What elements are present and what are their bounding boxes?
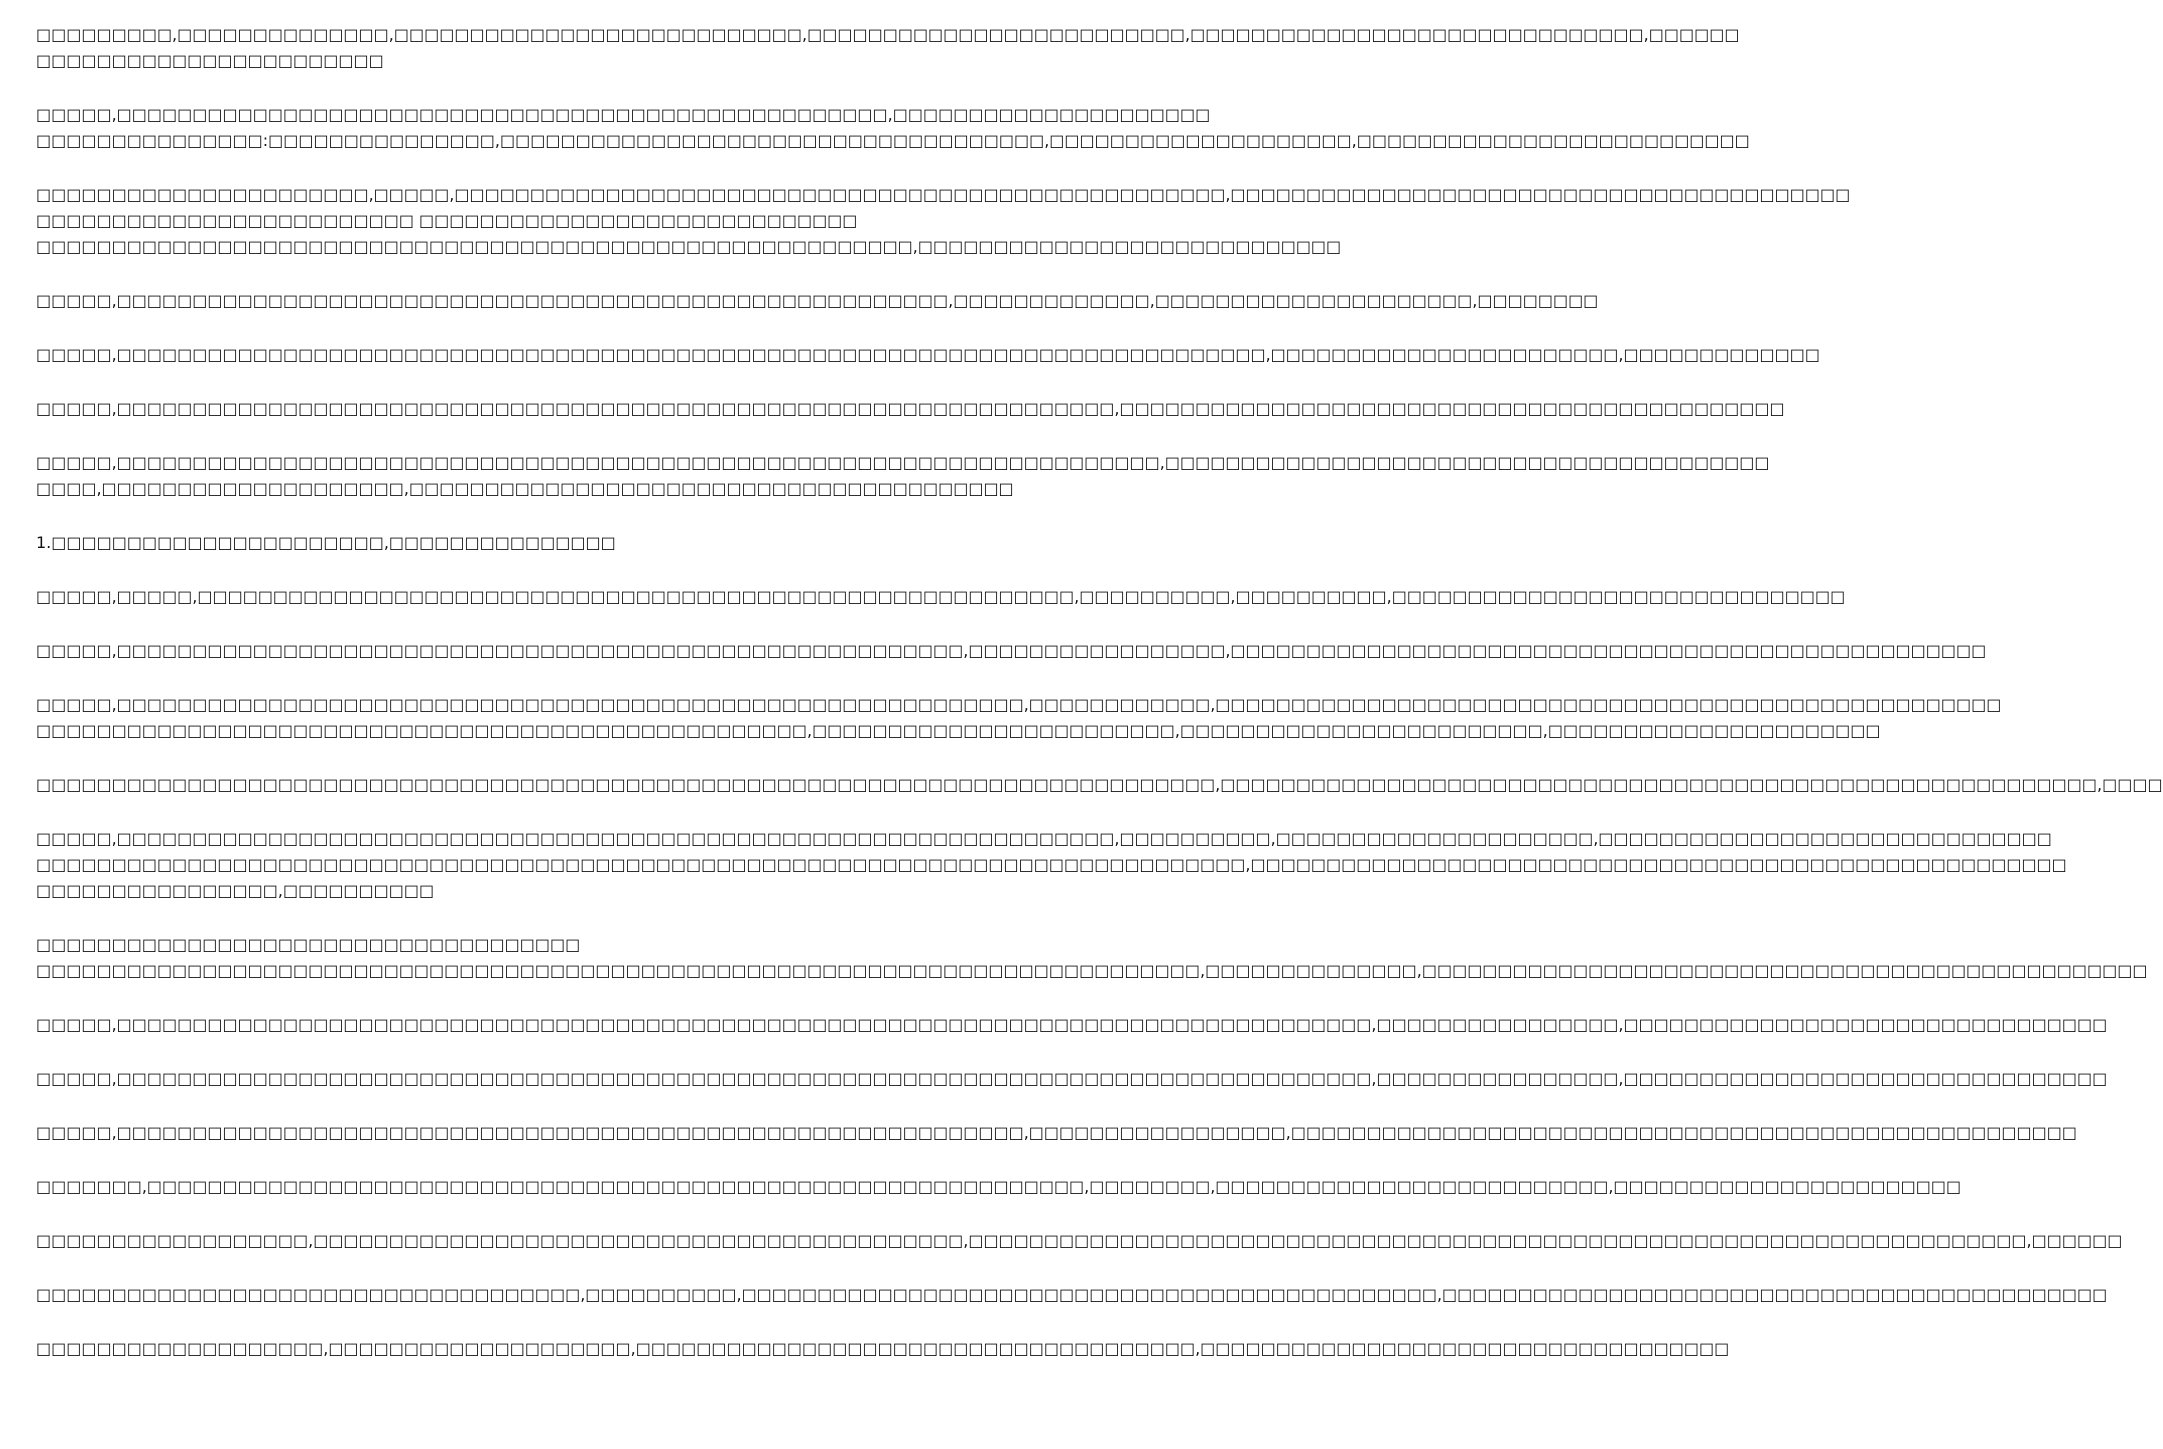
text-line: □□□□□□□□□□□□□□□□,□□□□□□□□□□ (36, 881, 435, 900)
text-line: □□□□□,□□□□□□□□□□□□□□□□□□□□□□□□□□□□□□□□□□□□□□□□□□□□□□□□□□□□□□□□□□□□□□□□□□□□□□□□□□□□□□□□□□□,□□□□□□□□□□□□□□□□,□□□□□□□□□□□□□□□□□□□□□□□□□□□□□□□□ (36, 1015, 2108, 1034)
paragraph (36, 1066, 2108, 1092)
text-line: □□□□,□□□□□□□□□□□□□□□□□□□□,□□□□□□□□□□□□□□□□□□□□□□□□□□□□□□□□□□□□□□□□ (36, 479, 1014, 498)
text-line: □□□□□□□□□□□□□□□□□□□□□□□□□□□□□□□□□□□□□□□□□□□□□□□□□□□□□□□□□□,□□□□□□□□□□□□□□□□□□□□□□□□□□□□ (36, 237, 1342, 256)
text-line: □□□□□□□□□□□□□□□□□□□,□□□□□□□□□□□□□□□□□□□□,□□□□□□□□□□□□□□□□□□□□□□□□□□□□□□□□□□□□□,□□□□□□□□□□□□□□□□□□□□□□□□□□□□□□□□□□□ (36, 1339, 1730, 1358)
text-line: □□□□□□□□□□□□□□□□□□□□□□□ (36, 51, 384, 70)
text-line: □□□□□□□□□,□□□□□□□□□□□□□□,□□□□□□□□□□□□□□□□□□□□□□□□□□□,□□□□□□□□□□□□□□□□□□□□□□□□□,□□□□□□□□□□□□□□□□□□□□□□□□□□□□□□,□□□□□□ (36, 25, 1740, 44)
paragraph (36, 288, 1599, 314)
paragraph (36, 772, 2163, 798)
document-body (36, 22, 2163, 1362)
paragraph (36, 530, 988, 556)
paragraph (36, 450, 1770, 502)
text-line: □□□□□□□□□□□□□□□□□□□□□□□□□□□□□□□□□□□□□□□□□□□□□□□□□□□,□□□□□□□□□□□□□□□□□□□□□□□□,□□□□□□□□□□□□□□□□□□□□□□□□,□□□□□□□□□□□□□□□□□□□□□□ (36, 721, 1881, 740)
text-line: □□□□□□□□□□□□□□□□□□□□□□□□□□□□□□□□□□□□□□□□□□□□□□□□□□□□□□□□□□□□□□□□□□□□□□□□□□□□□□,□□□□□□□□□□□□□□□□□□□□□□□□□□□□□□□□□□□□□□□□□□□□□□□□□□□□□□□□□□,□□□□ (36, 775, 2163, 794)
text-line: □□□□□□□□□□□□□□□□□□,□□□□□□□□□□□□□□□□□□□□□□□□□□□□□□□□□□□□□□□□□□□,□□□□□□□□□□□□□□□□□□□□□□□□□□□□□□□□□□□□□□□□□□□□□□□□□□□□□□□□□□□□□□□□□□□□□□,□□□□□□ (36, 1231, 2123, 1250)
text-line: □□□□□,□□□□□□□□□□□□□□□□□□□□□□□□□□□□□□□□□□□□□□□□□□□□□□□□□□□□□□□□□□□□□□□□□□,□□□□□□□□□□,□□□□□□□□□□□□□□□□□□□□□,□□□□□□□□□□□□□□□□□□□□□□□□□□□□□□ (36, 829, 2052, 848)
text-line: □□□□□,□□□□□□□□□□□□□□□□□□□□□□□□□□□□□□□□□□□□□□□□□□□□□□□□□□□□□□□□□□□□□□□□□□□□□,□□□□□□□□□□□□□□□□□□□□□□□□□□□□□□□□□□□□□□□□ (36, 453, 1770, 472)
text-line: □□□□□,□□□□□□□□□□□□□□□□□□□□□□□□□□□□□□□□□□□□□□□□□□□□□□□□□□□□□□□□□□□□□□□□□□□□□□□□□□□□,□□□□□□□□□□□□□□□□□□□□□□□,□□□□□□□□□□□□□ (36, 345, 1820, 364)
text-line: □□□□□□□□□□□□□□□:□□□□□□□□□□□□□□□,□□□□□□□□□□□□□□□□□□□□□□□□□□□□□□□□□□□□,□□□□□□□□□□□□□□□□□□□□,□□□□□□□□□□□□□□□□□□□□□□□□□□ (36, 131, 1750, 150)
text-line: □□□□□□□□□□□□□□□□□□□□□□□□□□□□□□□□□□□□□□□□□□□□□□□□□□□□□□□□□□□□□□□□□□□□□□□□□□□□□□□□,□□□□□□□□□□□□□□□□□□□□□□□□□□□□□□□□□□□□□□□□□□□□□□□□□□□□□□ (36, 855, 2067, 874)
paragraph (36, 396, 1785, 422)
text-line: □□□□□□□□□□□□□□□□□□□□□□□□□□□□□□□□□□□□,□□□□□□□□□□,□□□□□□□□□□□□□□□□□□□□□□□□□□□□□□□□□□□□□□□□□□□□□□,□□□□□□□□□□□□□□□□□□□□□□□□□□□□□□□□□□□□□□□□□□□□ (36, 1285, 2108, 1304)
paragraph (36, 1012, 2108, 1038)
text-line: □□□□□,□□□□□,□□□□□□□□□□□□□□□□□□□□□□□□□□□□□□□□□□□□□□□□□□□□□□□□□□□□□□□□□□,□□□□□□□□□□,□□□□□□□□□□,□□□□□□□□□□□□□□□□□□□□□□□□□□□□□□ (36, 587, 1846, 606)
paragraph (36, 638, 1987, 664)
text-line: □□□□□,□□□□□□□□□□□□□□□□□□□□□□□□□□□□□□□□□□□□□□□□□□□□□□□□□□□□□□□□□□□□,□□□□□□□□□□□□,□□□□□□□□□□□□□□□□□□□□□□□□□□□□□□□□□□□□□□□□□□□□□□□□□□□□ (36, 695, 2002, 714)
text-line: □□□□□,□□□□□□□□□□□□□□□□□□□□□□□□□□□□□□□□□□□□□□□□□□□□□□□□□□□□□□□□□□□□□□□□□□,□□□□□□□□□□□□□□□□□□□□□□□□□□□□□□□□□□□□□□□□□□□□ (36, 399, 1785, 418)
paragraph (36, 932, 2148, 984)
text-line: □□□□□□□□□□□□□□□□□□□□□□□□□□□□□□□□□□□□□□□□□□□□□□□□□□□□□□□□□□□□□□□□□□□□□□□□□□□□□,□□□□□□□□□□□□□□,□□□□□□□□□□□□□□□□□□□□□□□□□□□□□□□□□□□□□□□□□□□□□□□□ (36, 961, 2148, 980)
paragraph (36, 826, 2067, 904)
text-line: □□□□□□□□□□□□□□□□□□□□□□,□□□□□,□□□□□□□□□□□□□□□□□□□□□□□□□□□□□□□□□□□□□□□□□□□□□□□□□□□,□□□□□□□□□□□□□□□□□□□□□□□□□□□□□□□□□□□□□□□□□ (36, 185, 1851, 204)
paragraph (36, 1228, 2123, 1254)
paragraph (36, 584, 1846, 610)
text-line: □□□□□,□□□□□□□□□□□□□□□□□□□□□□□□□□□□□□□□□□□□□□□□□□□□□□□□□□□,□□□□□□□□□□□□□□□□□□□□□ (36, 105, 1211, 124)
paragraph (36, 102, 1750, 154)
text-line: □□□□□□□□□□□□□□□□□□□□□□□□□□□□□□□□□□□□ (36, 935, 581, 954)
text-line: □□□□□□□,□□□□□□□□□□□□□□□□□□□□□□□□□□□□□□□□□□□□□□□□□□□□□□□□□□□□□□□□□□□□□□,□□□□□□□□,□□□□□□□□□□□□□□□□□□□□□□□□□□,□□□□□□□□□□□□□□□□□□□□□□□ (36, 1177, 1962, 1196)
paragraph (36, 182, 1851, 260)
paragraph (36, 22, 1740, 74)
text-line: □□□□□□□□□□□□□□□□□□□□□□□□□ □□□□□□□□□□□□□□□□□□□□□□□□□□□□□ (36, 211, 858, 230)
paragraph (36, 1120, 2077, 1146)
text-line: □□□□□,□□□□□□□□□□□□□□□□□□□□□□□□□□□□□□□□□□□□□□□□□□□□□□□□□□□□□□□,□□□□□□□□□□□□□,□□□□□□□□□□□□□□□□□□□□□,□□□□□□□□ (36, 291, 1599, 310)
text-line: □□□□□,□□□□□□□□□□□□□□□□□□□□□□□□□□□□□□□□□□□□□□□□□□□□□□□□□□□□□□□□,□□□□□□□□□□□□□□□□□,□□□□□□□□□□□□□□□□□□□□□□□□□□□□□□□□□□□□□□□□□□□□□□□□□□ (36, 641, 1987, 660)
paragraph (36, 342, 1820, 368)
text-line: □□□□□,□□□□□□□□□□□□□□□□□□□□□□□□□□□□□□□□□□□□□□□□□□□□□□□□□□□□□□□□□□□□□□□□□□□□□□□□□□□□□□□□□□□,□□□□□□□□□□□□□□□□,□□□□□□□□□□□□□□□□□□□□□□□□□□□□□□□□ (36, 1069, 2108, 1088)
text-line: 1.□□□□□□□□□□□□□□□□□□□□□□,□□□□□□□□□□□□□□□ (36, 533, 616, 552)
paragraph (36, 1336, 1730, 1362)
paragraph (36, 692, 2002, 744)
paragraph (36, 1174, 1962, 1200)
text-line: □□□□□,□□□□□□□□□□□□□□□□□□□□□□□□□□□□□□□□□□□□□□□□□□□□□□□□□□□□□□□□□□□□,□□□□□□□□□□□□□□□□□,□□□□□□□□□□□□□□□□□□□□□□□□□□□□□□□□□□□□□□□□□□□□□□□□□□□□ (36, 1123, 2077, 1142)
paragraph (36, 1282, 2108, 1308)
